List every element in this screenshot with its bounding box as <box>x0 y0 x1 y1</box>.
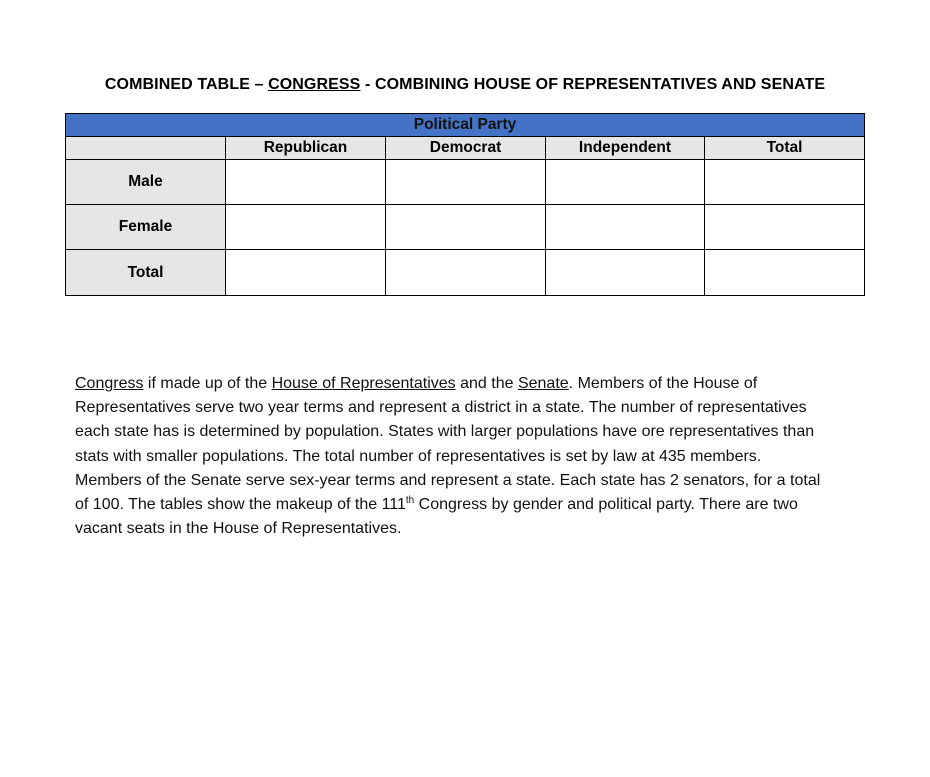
title-congress: CONGRESS <box>268 76 361 93</box>
column-header-total: Total <box>705 137 865 160</box>
explanation-paragraph <box>75 372 860 541</box>
cell-male-republican[interactable] <box>226 160 386 205</box>
paragraph-line <box>75 372 860 396</box>
table-row-total <box>66 250 865 296</box>
table-group-header-row <box>66 114 865 137</box>
document-title <box>0 76 930 94</box>
political-party-header: Political Party <box>66 114 865 137</box>
house-term: House of Representatives <box>271 375 456 392</box>
title-suffix: - COMBINING HOUSE OF REPRESENTATIVES AND SENATE <box>360 76 826 93</box>
row-header-total: Total <box>66 250 226 296</box>
cell-total-democrat[interactable] <box>386 250 546 296</box>
column-header-republican: Republican <box>226 137 386 160</box>
combined-table <box>65 113 865 296</box>
table-column-header-row <box>66 137 865 160</box>
table-row-female <box>66 205 865 250</box>
column-header-blank <box>66 137 226 160</box>
cell-male-total[interactable] <box>705 160 865 205</box>
paragraph-line: Members of the Senate serve sex-year terms and represent a state. Each state has 2 senators, for a total <box>75 471 821 489</box>
cell-total-independent[interactable] <box>546 250 705 296</box>
senate-term: Senate <box>517 375 569 392</box>
paragraph-line: Representatives serve two year terms and represent a district in a state. The number of representatives <box>75 399 807 417</box>
column-header-democrat: Democrat <box>386 137 546 160</box>
paragraph-text: if made up of the <box>143 375 272 392</box>
row-header-female: Female <box>66 205 226 250</box>
paragraph-line: vacant seats in the House of Representatives. <box>75 520 402 538</box>
cell-total-republican[interactable] <box>226 250 386 296</box>
cell-total-total[interactable] <box>705 250 865 296</box>
cell-female-republican[interactable] <box>226 205 386 250</box>
table-row-male <box>66 160 865 205</box>
paragraph-line: stats with smaller populations. The total number of representatives is set by law at 435 members. <box>75 447 762 465</box>
paragraph-text: . Members of the House of <box>568 375 758 392</box>
congress-term: Congress <box>75 375 144 392</box>
title-prefix: COMBINED TABLE – <box>104 76 269 93</box>
cell-female-democrat[interactable] <box>386 205 546 250</box>
row-header-male: Male <box>66 160 226 205</box>
paragraph-line <box>75 493 860 517</box>
cell-female-independent[interactable] <box>546 205 705 250</box>
paragraph-line: each state has is determined by population. States with larger populations have ore representatives than <box>75 423 815 441</box>
paragraph-text: of 100. The tables show the makeup of the 111 <box>75 496 406 514</box>
paragraph-text: Congress by gender and political party. There are two <box>414 496 798 514</box>
cell-male-democrat[interactable] <box>386 160 546 205</box>
cell-female-total[interactable] <box>705 205 865 250</box>
cell-male-independent[interactable] <box>546 160 705 205</box>
column-header-independent: Independent <box>546 137 705 160</box>
paragraph-text: and the <box>455 375 518 392</box>
ordinal-superscript: th <box>405 495 415 507</box>
